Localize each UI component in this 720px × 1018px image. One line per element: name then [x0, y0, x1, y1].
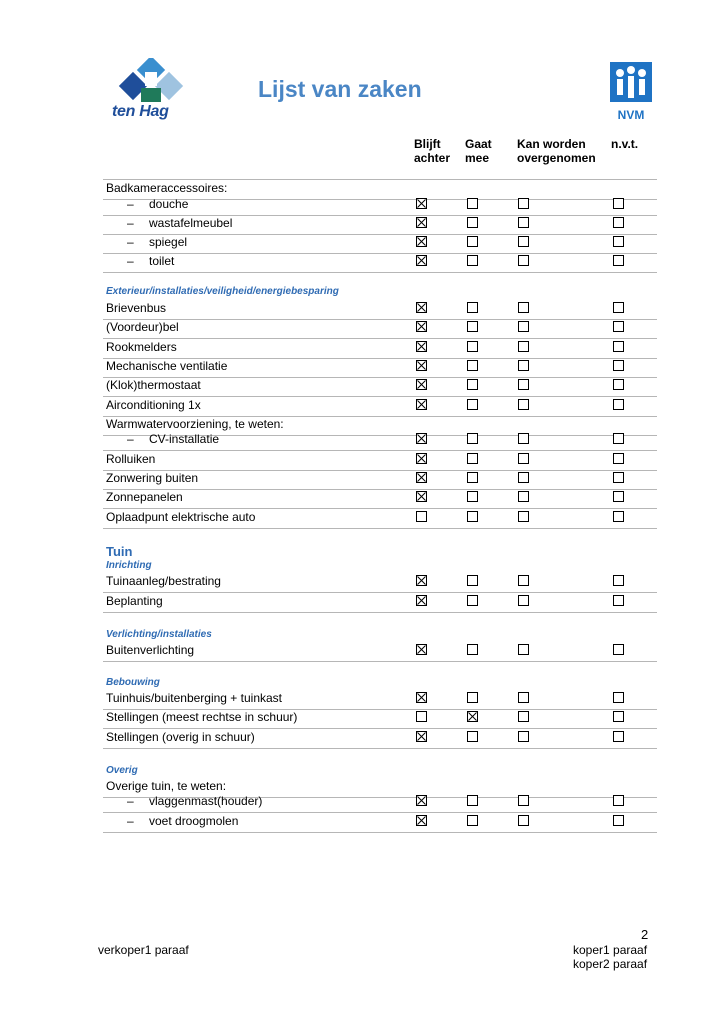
nvm-logo-icon [610, 62, 652, 102]
row-label-text: Stellingen (overig in schuur) [106, 730, 255, 744]
checkbox-gaat-mee[interactable] [467, 453, 478, 464]
cross-mark-icon [417, 732, 426, 741]
footer-buyer2-initials: koper2 paraaf [573, 957, 648, 971]
checkbox-kan-worden-overgenomen[interactable] [518, 302, 529, 313]
col-header-line1: Gaat [465, 137, 492, 151]
col-header-line1: Blijft [414, 137, 441, 151]
checkbox-blijft-achter[interactable] [416, 236, 427, 247]
row-label-text: Mechanische ventilatie [106, 359, 228, 373]
checkbox-nvt[interactable] [613, 217, 624, 228]
checkbox-kan-worden-overgenomen[interactable] [518, 711, 529, 722]
table-row [103, 358, 657, 378]
checkbox-kan-worden-overgenomen[interactable] [518, 453, 529, 464]
section-bebouwing: Bebouwing [106, 677, 160, 688]
checkbox-nvt[interactable] [613, 399, 624, 410]
checkbox-gaat-mee[interactable] [467, 815, 478, 826]
checkbox-gaat-mee[interactable] [467, 433, 478, 444]
row-label [106, 181, 227, 196]
row-label [106, 359, 227, 374]
checkbox-blijft-achter[interactable] [416, 692, 427, 703]
checkbox-nvt[interactable] [613, 198, 624, 209]
bullet-dash: – [127, 254, 134, 268]
row-label-text: Beplanting [106, 594, 163, 608]
checkbox-nvt[interactable] [613, 302, 624, 313]
cross-mark-icon [417, 361, 426, 370]
cross-mark-icon [417, 303, 426, 312]
checkbox-nvt[interactable] [613, 472, 624, 483]
row-label [106, 779, 226, 794]
checkbox-blijft-achter[interactable] [416, 711, 427, 722]
checkbox-blijft-achter[interactable] [416, 198, 427, 209]
checkbox-gaat-mee[interactable] [467, 379, 478, 390]
row-label [106, 301, 166, 316]
checkbox-kan-worden-overgenomen[interactable] [518, 575, 529, 586]
row-label-text: Zonnepanelen [106, 490, 183, 504]
checkbox-gaat-mee[interactable] [467, 575, 478, 586]
checkbox-gaat-mee[interactable] [467, 341, 478, 352]
bullet-dash: – [127, 197, 134, 211]
cross-mark-icon [417, 342, 426, 351]
checkbox-blijft-achter[interactable] [416, 433, 427, 444]
row-label-text: Buitenverlichting [106, 643, 195, 657]
checkbox-blijft-achter[interactable] [416, 472, 427, 483]
checkbox-gaat-mee[interactable] [467, 302, 478, 313]
cross-mark-icon [417, 492, 426, 501]
checkbox-kan-worden-overgenomen[interactable] [518, 815, 529, 826]
row-label-text: Overige tuin, te weten: [106, 779, 227, 793]
table-row [103, 729, 657, 749]
checkbox-gaat-mee[interactable] [467, 321, 478, 332]
table-row [103, 196, 657, 216]
row-label [106, 398, 201, 413]
section-exterieur: Exterieur/installaties/veiligheid/energiebesparing [106, 286, 339, 297]
checkbox-nvt[interactable] [613, 795, 624, 806]
table-row [103, 793, 657, 813]
checkbox-blijft-achter[interactable] [416, 575, 427, 586]
checkbox-blijft-achter[interactable] [416, 511, 427, 522]
cross-mark-icon [417, 256, 426, 265]
table-row [103, 377, 657, 397]
checkbox-gaat-mee[interactable] [467, 217, 478, 228]
row-label [127, 814, 238, 829]
table-row [103, 593, 657, 613]
checkbox-blijft-achter[interactable] [416, 399, 427, 410]
checkbox-blijft-achter[interactable] [416, 302, 427, 313]
row-label-text: Zonwering buiten [106, 471, 199, 485]
checkbox-kan-worden-overgenomen[interactable] [518, 433, 529, 444]
checkbox-gaat-mee[interactable] [467, 795, 478, 806]
row-label [106, 730, 255, 745]
checkbox-gaat-mee[interactable] [467, 360, 478, 371]
checkbox-nvt[interactable] [613, 595, 624, 606]
row-label-text: Badkameraccessoires: [106, 181, 228, 195]
checkbox-blijft-achter[interactable] [416, 379, 427, 390]
row-label [106, 378, 201, 393]
checkbox-kan-worden-overgenomen[interactable] [518, 795, 529, 806]
checkbox-gaat-mee[interactable] [467, 511, 478, 522]
checkbox-kan-worden-overgenomen[interactable] [518, 399, 529, 410]
row-label-text: Stellingen (meest rechtse in schuur) [106, 710, 298, 724]
checkbox-gaat-mee[interactable] [467, 644, 478, 655]
row-label [106, 691, 282, 706]
checkbox-nvt[interactable] [613, 644, 624, 655]
cross-mark-icon [417, 576, 426, 585]
cross-mark-icon [417, 816, 426, 825]
row-label [127, 216, 232, 231]
checkbox-kan-worden-overgenomen[interactable] [518, 644, 529, 655]
checkbox-kan-worden-overgenomen[interactable] [518, 731, 529, 742]
row-label-text: Warmwatervoorziening, te weten: [106, 417, 284, 431]
checkbox-blijft-achter[interactable] [416, 217, 427, 228]
checkbox-kan-worden-overgenomen[interactable] [518, 491, 529, 502]
table-row [103, 339, 657, 359]
table-row [103, 690, 657, 710]
row-label-text: douche [149, 197, 189, 211]
table-row [103, 215, 657, 235]
checkbox-blijft-achter[interactable] [416, 644, 427, 655]
checkbox-gaat-mee[interactable] [467, 692, 478, 703]
page-title: Lijst van zaken [258, 76, 422, 102]
checkbox-nvt[interactable] [613, 379, 624, 390]
cross-mark-icon [417, 596, 426, 605]
checkbox-gaat-mee[interactable] [467, 472, 478, 483]
checkbox-nvt[interactable] [613, 692, 624, 703]
checkbox-nvt[interactable] [613, 360, 624, 371]
nvm-logo-text: NVM [617, 108, 645, 122]
checkbox-nvt[interactable] [613, 815, 624, 826]
checkbox-blijft-achter[interactable] [416, 453, 427, 464]
col-header-nvt [611, 137, 638, 151]
table-row [103, 813, 657, 833]
table-row [103, 451, 657, 471]
checkbox-blijft-achter[interactable] [416, 341, 427, 352]
cross-mark-icon [417, 645, 426, 654]
checkbox-blijft-achter[interactable] [416, 731, 427, 742]
section-tuin: Tuin [106, 544, 133, 559]
row-label [106, 340, 177, 355]
cross-mark-icon [468, 712, 477, 721]
cross-mark-icon [417, 693, 426, 702]
col-header-kan-worden-overgenomen [517, 137, 596, 165]
checkbox-blijft-achter[interactable] [416, 255, 427, 266]
checkbox-gaat-mee[interactable] [467, 255, 478, 266]
section-inrichting: Inrichting [106, 560, 152, 571]
table-row [103, 509, 657, 529]
row-label-text: Tuinaanleg/bestrating [106, 574, 221, 588]
checkbox-gaat-mee[interactable] [467, 198, 478, 209]
checkbox-kan-worden-overgenomen[interactable] [518, 217, 529, 228]
row-label-text: Rookmelders [106, 340, 177, 354]
bullet-dash: – [127, 794, 134, 808]
table-row [103, 642, 657, 662]
row-label [127, 197, 188, 212]
col-header-gaat-mee [465, 137, 492, 165]
checkbox-blijft-achter[interactable] [416, 795, 427, 806]
row-label [106, 417, 284, 432]
row-label-text: (Voordeur)bel [106, 320, 179, 334]
footer-seller-initials: verkoper1 paraaf [98, 943, 189, 957]
section-overig: Overig [106, 765, 138, 776]
cross-mark-icon [417, 237, 426, 246]
checkbox-kan-worden-overgenomen[interactable] [518, 198, 529, 209]
checkbox-gaat-mee[interactable] [467, 731, 478, 742]
row-label [106, 320, 179, 335]
checkbox-nvt[interactable] [613, 453, 624, 464]
checkbox-blijft-achter[interactable] [416, 815, 427, 826]
col-header-line1: Kan worden [517, 137, 586, 151]
row-label-text: voet droogmolen [149, 814, 239, 828]
checkbox-kan-worden-overgenomen[interactable] [518, 360, 529, 371]
cross-mark-icon [417, 322, 426, 331]
row-label [106, 574, 221, 589]
checkbox-blijft-achter[interactable] [416, 491, 427, 502]
col-header-line2: achter [414, 151, 451, 165]
bullet-dash: – [127, 814, 134, 828]
row-label-text: (Klok)thermostaat [106, 378, 201, 392]
checkbox-nvt[interactable] [613, 255, 624, 266]
table-row [103, 431, 657, 451]
bullet-dash: – [127, 432, 134, 446]
checkbox-gaat-mee[interactable] [467, 595, 478, 606]
row-label-text: spiegel [149, 235, 188, 249]
checkbox-kan-worden-overgenomen[interactable] [518, 692, 529, 703]
checkbox-nvt[interactable] [613, 711, 624, 722]
row-label-text: Tuinhuis/buitenberging + tuinkast [106, 691, 283, 705]
checkbox-nvt[interactable] [613, 321, 624, 332]
checkbox-nvt[interactable] [613, 433, 624, 444]
row-label [106, 594, 163, 609]
logo-left-text: ten Hag [112, 103, 169, 120]
row-label-text: Rolluiken [106, 452, 156, 466]
page-number: 2 [641, 927, 649, 942]
table-row [103, 470, 657, 490]
checkbox-gaat-mee[interactable] [467, 236, 478, 247]
checkbox-gaat-mee[interactable] [467, 711, 478, 722]
row-label-text: vlaggenmast(houder) [149, 794, 263, 808]
cross-mark-icon [417, 434, 426, 443]
cross-mark-icon [417, 796, 426, 805]
checkbox-nvt[interactable] [613, 341, 624, 352]
table-row [103, 300, 657, 320]
table-row [103, 709, 657, 729]
checkbox-nvt[interactable] [613, 491, 624, 502]
row-label [127, 254, 174, 269]
checkbox-blijft-achter[interactable] [416, 321, 427, 332]
row-label [106, 490, 183, 505]
row-label [127, 432, 219, 447]
row-label-text: Oplaadpunt elektrische auto [106, 510, 256, 524]
row-label [106, 643, 194, 658]
checkbox-nvt[interactable] [613, 511, 624, 522]
cross-mark-icon [417, 454, 426, 463]
row-label [127, 794, 262, 809]
col-header-line1: n.v.t. [611, 137, 639, 151]
row-label-text: Airconditioning 1x [106, 398, 201, 412]
cross-mark-icon [417, 199, 426, 208]
table-row [103, 319, 657, 339]
checkbox-gaat-mee[interactable] [467, 491, 478, 502]
table-row [103, 253, 657, 273]
checkbox-kan-worden-overgenomen[interactable] [518, 472, 529, 483]
checkbox-kan-worden-overgenomen[interactable] [518, 341, 529, 352]
row-label-text: Brievenbus [106, 301, 167, 315]
checkbox-nvt[interactable] [613, 731, 624, 742]
row-label [106, 471, 198, 486]
row-label [106, 710, 297, 725]
bullet-dash: – [127, 235, 134, 249]
checkbox-kan-worden-overgenomen[interactable] [518, 255, 529, 266]
checkbox-kan-worden-overgenomen[interactable] [518, 236, 529, 247]
footer-buyer1-initials: koper1 paraaf [573, 943, 648, 957]
col-header-blijft-achter [414, 137, 450, 165]
checkbox-kan-worden-overgenomen[interactable] [518, 595, 529, 606]
checkbox-kan-worden-overgenomen[interactable] [518, 379, 529, 390]
col-header-line2: mee [465, 151, 490, 165]
col-header-line2: overgenomen [517, 151, 596, 165]
checkbox-blijft-achter[interactable] [416, 360, 427, 371]
cross-mark-icon [417, 380, 426, 389]
checkbox-blijft-achter[interactable] [416, 595, 427, 606]
row-label-text: toilet [149, 254, 175, 268]
checkbox-gaat-mee[interactable] [467, 399, 478, 410]
cross-mark-icon [417, 400, 426, 409]
table-row [103, 489, 657, 509]
table-row [103, 397, 657, 417]
checkbox-kan-worden-overgenomen[interactable] [518, 511, 529, 522]
nvm-logo [610, 62, 652, 122]
table-row [103, 234, 657, 254]
cross-mark-icon [417, 473, 426, 482]
row-label-text: CV-installatie [149, 432, 220, 446]
checkbox-nvt[interactable] [613, 575, 624, 586]
row-label [106, 452, 155, 467]
checkbox-kan-worden-overgenomen[interactable] [518, 321, 529, 332]
table-row [103, 573, 657, 593]
row-label-text: wastafelmeubel [149, 216, 233, 230]
bullet-dash: – [127, 216, 134, 230]
row-label [106, 510, 255, 525]
section-verlichting: Verlichting/installaties [106, 629, 212, 640]
row-label [127, 235, 187, 250]
checkbox-nvt[interactable] [613, 236, 624, 247]
cross-mark-icon [417, 218, 426, 227]
